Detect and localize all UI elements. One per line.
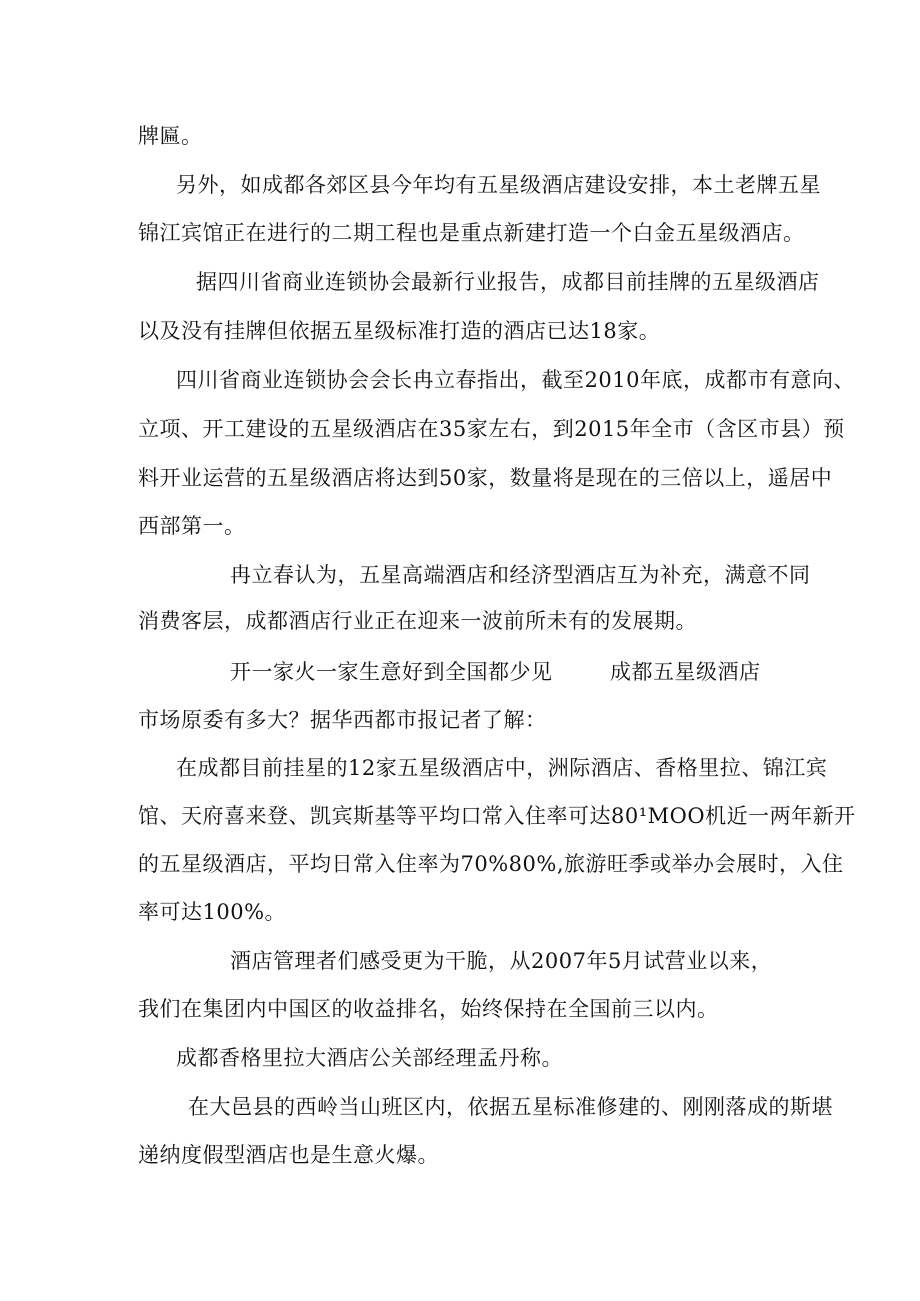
text-line: 开一家火一家生意好到全国都少见 bbox=[230, 660, 553, 684]
text-line: 成都香格里拉大酒店公关部经理孟丹称。 bbox=[176, 1046, 563, 1070]
text-line: 西部第一。 bbox=[138, 514, 246, 538]
text-line: 另外，如成都各郊区县今年均有五星级酒店建设安排，本土老牌五星 bbox=[176, 173, 821, 197]
text-line: 料开业运营的五星级酒店将达到50家，数量将是现在的三倍以上，遥居中 bbox=[138, 466, 833, 490]
text-line: 率可达100%。 bbox=[138, 900, 287, 924]
text-line: 冉立春认为，五星高端酒店和经济型酒店互为补充，满意不同 bbox=[230, 563, 811, 587]
text-line: 在大邑县的西岭当山班区内，依据五星标准修建的、刚刚落成的斯堪 bbox=[188, 1095, 833, 1119]
text-line: 我们在集团内中国区的收益排名，始终保持在全国前三以内。 bbox=[138, 997, 719, 1021]
text-line: 以及没有挂牌但依据五星级标准打造的酒店已达18家。 bbox=[138, 319, 661, 343]
text-line: 立项、开工建设的五星级酒店在35家左右，到2015年全市（含区市县）预 bbox=[138, 417, 845, 441]
text-line: 牌匾。 bbox=[138, 124, 203, 148]
text-line: 消费客层，成都酒店行业正在迎来一波前所未有的发展期。 bbox=[138, 609, 697, 633]
text-line: 四川省商业连锁协会会长冉立春指出，截至2010年底，成都市有意向、 bbox=[176, 368, 855, 392]
text-line: 在成都目前挂星的12家五星级酒店中，洲际酒店、香格里拉、锦江宾 bbox=[176, 756, 828, 780]
text-line: 馆、天府喜来登、凯宾斯基等平均口常入住率可达80¹MOO机近一两年新开 bbox=[138, 804, 856, 828]
text-line: 据四川省商业连锁协会最新行业报告，成都目前挂牌的五星级酒店 bbox=[196, 270, 820, 294]
text-line: 市场原委有多大？据华西都市报记者了解： bbox=[138, 708, 547, 732]
text-line: 成都五星级酒店 bbox=[610, 660, 761, 684]
text-line: 递纳度假型酒店也是生意火爆。 bbox=[138, 1143, 439, 1167]
text-line: 的五星级酒店，平均日常入住率为70%80%,旅游旺季或举办会展时，入住 bbox=[138, 852, 844, 876]
text-line: 酒店管理者们感受更为干脆，从2007年5月试营业以来， bbox=[230, 949, 773, 973]
text-line: 锦江宾馆正在进行的二期工程也是重点新建打造一个白金五星级酒店。 bbox=[138, 221, 805, 245]
